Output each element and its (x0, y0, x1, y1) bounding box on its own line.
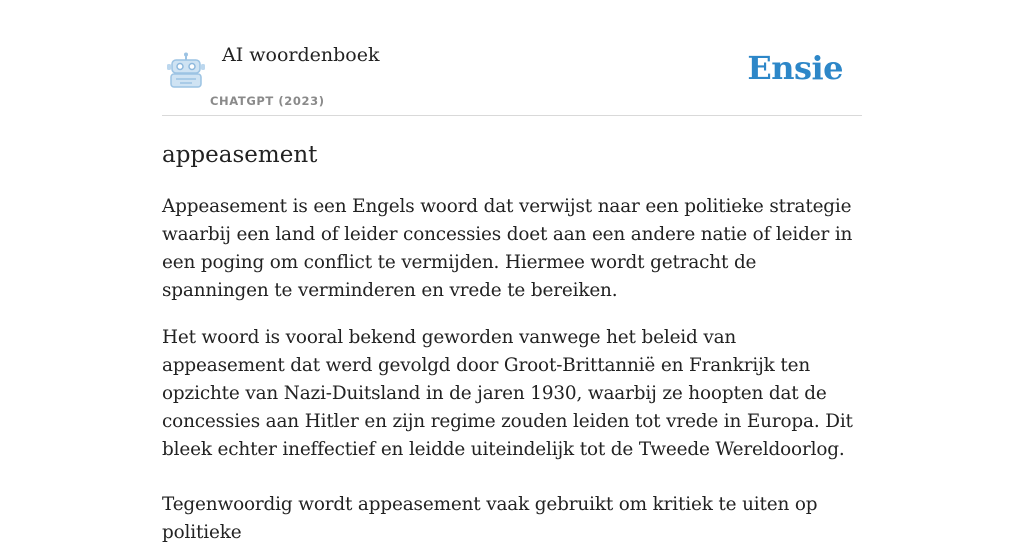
definition-paragraph: Het woord is vooral bekend geworden vanwege het beleid van appeasement dat werd gevolgd door Groot-Brittannië en Frankrijk ten opzichte van Nazi-Duitsland in de jaren 1930, waarbij ze hoopten dat de concessies aan Hitler en zijn regime zouden leiden tot vrede in Europa. Dit bleek echter ineffectief en leidde uiteindelijk tot de Tweede Wereldoorlog. (162, 327, 853, 460)
definition-paragraph: Tegenwoordig wordt appeasement vaak gebruikt om kritiek te uiten op politieke (162, 494, 818, 543)
robot-icon (166, 52, 206, 88)
definition-paragraph: Appeasement is een Engels woord dat verwijst naar een politieke strategie waarbij een land of leider concessies doet aan een andere natie of leider in een poging om conflict te vermijden. Hiermee wordt getracht de spanningen te verminderen en vrede te bereiken. (162, 196, 853, 301)
brand-logo-link[interactable]: Ensie (747, 49, 843, 87)
source-subtitle: CHATGPT (2023) (210, 94, 325, 108)
content-container (162, 0, 862, 547)
source-title: AI woordenboek (222, 44, 380, 66)
entry-term: appeasement (162, 142, 318, 168)
entry-definition (162, 193, 862, 547)
entry-header (162, 0, 862, 116)
